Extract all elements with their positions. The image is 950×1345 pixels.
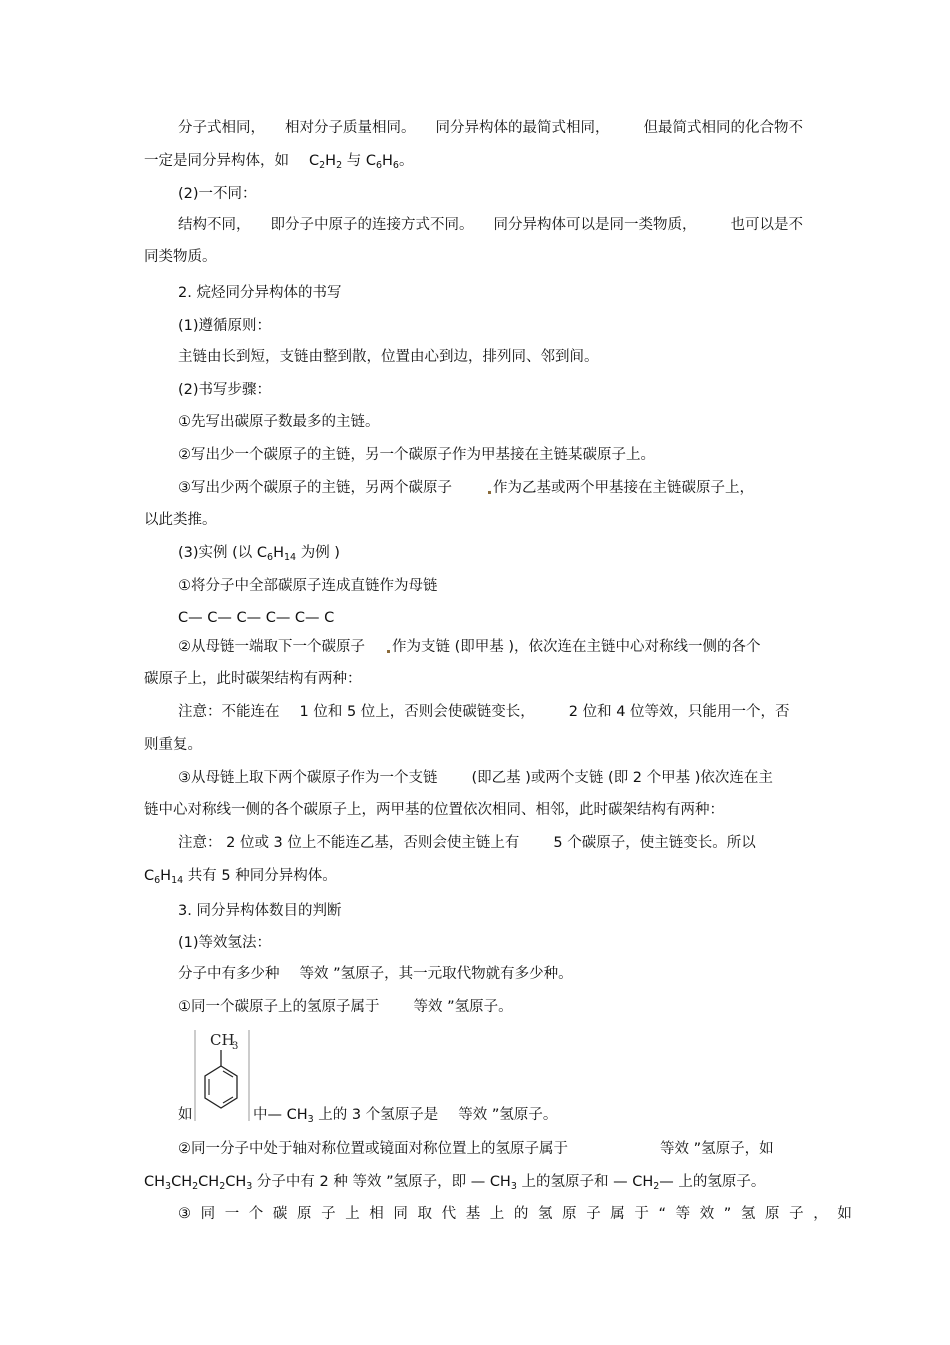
text-line: 如 bbox=[178, 1107, 193, 1123]
text-line: 以此类推。 bbox=[144, 512, 217, 528]
text-span: 分子中有多少种 bbox=[178, 966, 280, 982]
dot-mark bbox=[387, 650, 390, 653]
text-span: 等效 ”氢原子。 bbox=[413, 999, 513, 1015]
subscript: 6 bbox=[375, 160, 383, 171]
text-span: H bbox=[325, 153, 337, 169]
text-span: — 上的氢原子。 bbox=[659, 1174, 766, 1190]
benzene-ring bbox=[205, 1066, 237, 1108]
text-line bbox=[178, 964, 573, 984]
text-span: ②从母链一端取下一个碳原子 bbox=[178, 639, 365, 655]
text-span: 注意：不能连在 bbox=[178, 704, 280, 720]
text-span: 作为支链 (即甲基 )，依次连在主链中心对称线一侧的各个 bbox=[392, 639, 761, 655]
text-line bbox=[144, 1172, 765, 1197]
dot-mark bbox=[488, 491, 491, 494]
text-line: 链中心对称线一侧的各个碳原子上，两甲基的位置依次相同、相邻，此时碳架结构有两种： bbox=[144, 802, 724, 818]
text-span: ③写出少两个碳原子的主链，另两个碳原子 bbox=[178, 480, 452, 496]
text-span: 如 bbox=[837, 1206, 852, 1222]
subscript: 6 bbox=[392, 160, 399, 171]
text-span: ③同一个碳原子上相同取代基上的氢原子属于“等效”氢原子， bbox=[178, 1206, 838, 1222]
subscript: 14 bbox=[284, 552, 297, 563]
text-span: 等效 ”氢原子，如 bbox=[660, 1141, 774, 1157]
subscript: 3 bbox=[307, 1114, 314, 1125]
text-line bbox=[144, 866, 337, 891]
text-line bbox=[178, 768, 773, 788]
subheading bbox=[178, 543, 340, 568]
text-span: 也可以是不 bbox=[730, 217, 803, 233]
text-line: ①将分子中全部碳原子连成直链作为母链 bbox=[178, 578, 438, 594]
text-line bbox=[178, 1139, 774, 1159]
subscript: 6 bbox=[267, 552, 274, 563]
text-line bbox=[178, 997, 513, 1017]
text-line bbox=[253, 1105, 557, 1130]
section-heading: 2. 烷烃同分异构体的书写 bbox=[178, 285, 342, 301]
text-span: 同分异构体可以是同一类物质， bbox=[493, 217, 697, 233]
subscript: 3 bbox=[246, 1181, 253, 1192]
text-span: 为例 ) bbox=[296, 545, 340, 561]
text-span: 5 个碳原子，使主链变长。所以 bbox=[553, 835, 756, 851]
text-span: 等效 ”氢原子，其一元取代物就有多少种。 bbox=[299, 966, 573, 982]
text-span: H bbox=[160, 868, 172, 884]
subscript: 3 bbox=[165, 1181, 172, 1192]
subscript: 2 bbox=[319, 160, 326, 171]
text-span: 即分子中原子的连接方式不同。 bbox=[270, 217, 474, 233]
text-line: 碳原子上，此时碳架结构有两种： bbox=[144, 671, 362, 687]
text-span: 结构不同， bbox=[178, 217, 251, 233]
text-span: (即乙基 )或两个支链 (即 2 个甲基 )依次连在主 bbox=[471, 770, 773, 786]
subscript: 2 bbox=[219, 1181, 226, 1192]
text-span: 2 位和 4 位等效，只能用一个，否 bbox=[568, 704, 790, 720]
text-span: C bbox=[144, 868, 155, 884]
carbon-chain: C— C— C— C— C— C bbox=[178, 610, 335, 626]
text-span: CH bbox=[171, 1174, 193, 1190]
text-line: ②写出少一个碳原子的主链，另一个碳原子作为甲基接在主链某碳原子上。 bbox=[178, 447, 655, 463]
subscript: 2 bbox=[336, 160, 343, 171]
text-span: CH bbox=[198, 1174, 220, 1190]
text-span: 同分异构体的最简式相同， bbox=[435, 120, 610, 136]
subscript: 6 bbox=[154, 875, 161, 886]
figure-ch3-subscript: 3 bbox=[232, 1041, 239, 1052]
text-line bbox=[178, 637, 761, 657]
text-line bbox=[178, 215, 803, 235]
text-line bbox=[178, 118, 803, 138]
text-span: 。 bbox=[398, 153, 414, 169]
text-line bbox=[178, 833, 756, 853]
subscript: 3 bbox=[510, 1181, 517, 1192]
text-span: 共有 5 种同分异构体。 bbox=[183, 868, 337, 884]
subscript: 2 bbox=[653, 1181, 660, 1192]
text-span: CH bbox=[144, 1174, 166, 1190]
formula-c6h6: C bbox=[365, 153, 376, 169]
subheading: (1)遵循原则： bbox=[178, 318, 272, 334]
text-span: 作为乙基或两个甲基接在主链碳原子上， bbox=[493, 480, 754, 496]
text-line: 主链由长到短，支链由整到散，位置由心到边，排列同、邻到间。 bbox=[178, 349, 599, 365]
subheading: (1)等效氢法： bbox=[178, 935, 272, 951]
text-line bbox=[178, 478, 754, 498]
text-span: H bbox=[382, 153, 393, 169]
text-span: 一定是同分异构体，如 bbox=[144, 153, 289, 169]
text-span: 分子中有 2 种 等效 ”氢原子，即 — CH bbox=[252, 1174, 511, 1190]
text-span: 相对分子质量相同。 bbox=[285, 120, 416, 136]
text-span: ②同一分子中处于轴对称位置或镜面对称位置上的氢原子属于 bbox=[178, 1141, 568, 1157]
formula-c2h2: C bbox=[309, 153, 320, 169]
text-span: CH bbox=[225, 1174, 247, 1190]
text-span: 但最简式相同的化合物不 bbox=[643, 120, 803, 136]
text-line bbox=[178, 1204, 852, 1224]
text-span: ③从母链上取下两个碳原子作为一个支链 bbox=[178, 770, 438, 786]
text-span: 与 bbox=[342, 153, 366, 169]
text-span: 上的氢原子和 — CH bbox=[516, 1174, 654, 1190]
text-line: ①先写出碳原子数最多的主链。 bbox=[178, 414, 380, 430]
text-span: H bbox=[273, 545, 284, 561]
subscript: 14 bbox=[171, 875, 184, 886]
subheading: (2)书写步骤： bbox=[178, 382, 272, 398]
text-line: 则重复。 bbox=[144, 737, 202, 753]
text-span: 1 位和 5 位上，否则会使碳链变长， bbox=[299, 704, 535, 720]
text-line: 同类物质。 bbox=[144, 249, 217, 265]
text-line bbox=[144, 151, 413, 176]
text-span: 上的 3 个氢原子是 bbox=[313, 1107, 439, 1123]
text-span: ①同一个碳原子上的氢原子属于 bbox=[178, 999, 380, 1015]
subscript: 2 bbox=[192, 1181, 199, 1192]
text-span: (3)实例 (以 C bbox=[178, 545, 268, 561]
figure-ch3-label: CH bbox=[210, 1031, 235, 1049]
text-line bbox=[178, 702, 790, 722]
text-span: 分子式相同， bbox=[178, 120, 265, 136]
text-span: 注意： 2 位或 3 位上不能连乙基，否则会使主链上有 bbox=[178, 835, 520, 851]
text-span: 等效 ”氢原子。 bbox=[458, 1107, 558, 1123]
section-heading: 3. 同分异构体数目的判断 bbox=[178, 903, 342, 919]
toluene-structure-figure bbox=[194, 1028, 250, 1123]
text-span: 中— CH bbox=[253, 1107, 308, 1123]
subheading: (2)一不同： bbox=[178, 186, 257, 202]
